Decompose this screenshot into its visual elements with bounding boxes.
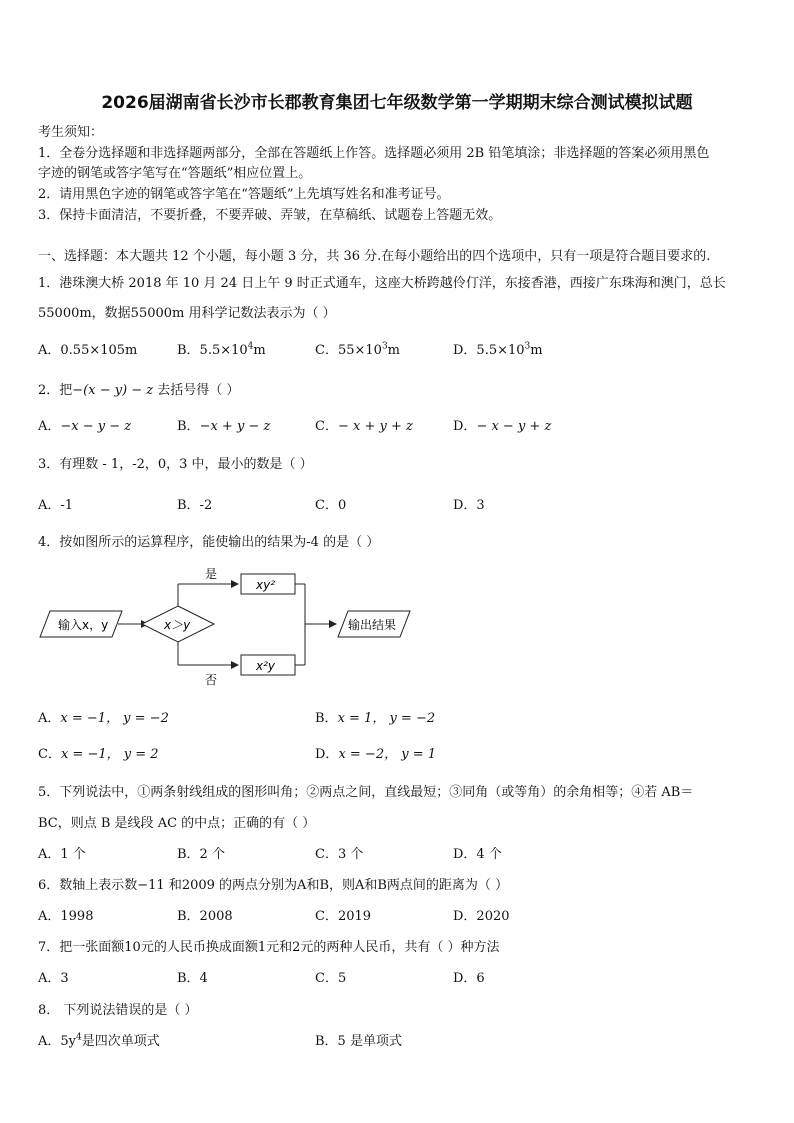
section-heading: 一、选择题：本大题共 12 个小题，每小题 3 分，共 36 分.在每小题给出的四个选项中，只有一项是符合题目要求的. [38, 249, 711, 264]
q5-option-c: C．3 个 [315, 847, 364, 862]
q4-option-a: A．x = −1， y = −2 [38, 711, 169, 726]
q2-option-b: B．−x + y − z [177, 419, 271, 434]
q1-option-c: C．$55\times 10^3m$ [315, 341, 400, 358]
notice-item-1b: 字迹的钢笔或答字笔写在“答题纸”相应位置上。 [38, 166, 312, 181]
q5-option-d: D．4 个 [453, 847, 502, 862]
q5-option-a: A．1 个 [38, 847, 86, 862]
q4-option-c: C．x = −1， y = 2 [38, 747, 159, 762]
q4-stem: 4．按如图所示的运算程序，能使输出的结果为-4 的是（ ） [38, 535, 380, 550]
flow-input-label: 输入x，y [58, 618, 109, 632]
q5-stem-line2: BC，则点 B 是线段 AC 的中点；正确的有（ ） [38, 816, 316, 831]
q6-option-a: A．1998 [38, 909, 94, 924]
q1-option-d: D．$5.5\times 10^3m$ [453, 341, 543, 358]
q6-option-d: D．2020 [453, 909, 510, 924]
q6-option-b: B．2008 [177, 909, 233, 924]
notice-heading: 考生须知： [38, 125, 104, 140]
q1-stem-line2: 55000m，数据55000m 用科学记数法表示为（ ） [38, 306, 336, 321]
notice-item-2: 2．请用黑色字迹的钢笔或答字笔在“答题纸”上先填写姓名和准考证号。 [38, 187, 450, 202]
q2-option-a: A．−x − y − z [38, 419, 132, 434]
q3-option-d: D．3 [453, 498, 485, 513]
q5-option-b: B．2 个 [177, 847, 225, 862]
q3-option-b: B．-2 [177, 498, 213, 513]
q1-option-a: A．0.55×105m [38, 343, 138, 358]
flow-bottom-box-label: x²y [256, 659, 276, 673]
notice-item-3: 3．保持卡面清洁，不要折叠，不要弄破、弄皱，在草稿纸、试题卷上答题无效。 [38, 208, 502, 223]
q7-option-c: C．5 [315, 971, 347, 986]
q8-stem: 8． 下列说法错误的是（ ） [38, 1003, 198, 1018]
flow-no-label: 否 [205, 673, 218, 687]
q4-flowchart [38, 562, 428, 692]
q8-option-b: B．5 是单项式 [315, 1034, 402, 1049]
q6-option-c: C．2019 [315, 909, 372, 924]
q7-option-d: D．6 [453, 971, 485, 986]
q6-stem: 6．数轴上表示数−11 和2009 的两点分别为A和B，则A和B两点间的距离为（ ） [38, 878, 509, 893]
q3-stem: 3．有理数 - 1，-2，0，3 中，最小的数是（ ） [38, 457, 313, 472]
q3-option-c: C．0 [315, 498, 347, 513]
flow-decision-label: x＞y [164, 618, 191, 632]
q7-stem: 7．把一张面额10元的人民币换成面额1元和2元的两种人民币，共有（ ）种方法 [38, 940, 500, 955]
flow-top-box-label: xy² [256, 578, 276, 592]
q2-stem: 2．把−(x − y) − z 去括号得（ ） [38, 383, 240, 398]
flow-output-label: 输出结果 [348, 618, 397, 632]
q2-option-d: D．− x − y + z [453, 419, 552, 434]
q7-option-a: A．3 [38, 971, 69, 986]
q7-option-b: B．4 [177, 971, 208, 986]
q2-option-c: C．− x + y + z [315, 419, 413, 434]
q8-option-a: A．$5y^4$是四次单项式 [38, 1032, 160, 1049]
q4-option-d: D．x = −2， y = 1 [315, 747, 436, 762]
q1-stem-line1: 1．港珠澳大桥 2018 年 10 月 24 日上午 9 时正式通车，这座大桥跨越伶仃洋，东接香港，西接广东珠海和澳门，总长 [38, 276, 726, 291]
q5-stem-line1: 5．下列说法中，①两条射线组成的图形叫角；②两点之间，直线最短；③同角（或等角）的余角相等；④若 AB＝ [38, 785, 694, 800]
page-title: 2026届湖南省长沙市长郡教育集团七年级数学第一学期期末综合测试模拟试题 [101, 93, 693, 113]
flow-yes-label: 是 [205, 567, 218, 581]
notice-item-1a: 1．全卷分选择题和非选择题两部分，全部在答题纸上作答。选择题必须用 2B 铅笔填涂；非选择题的答案必须用黑色 [38, 146, 710, 161]
q3-option-a: A．-1 [38, 498, 74, 513]
q1-option-b: B．$5.5\times 10^4m$ [177, 341, 266, 358]
q4-option-b: B．x = 1， y = −2 [315, 711, 436, 726]
